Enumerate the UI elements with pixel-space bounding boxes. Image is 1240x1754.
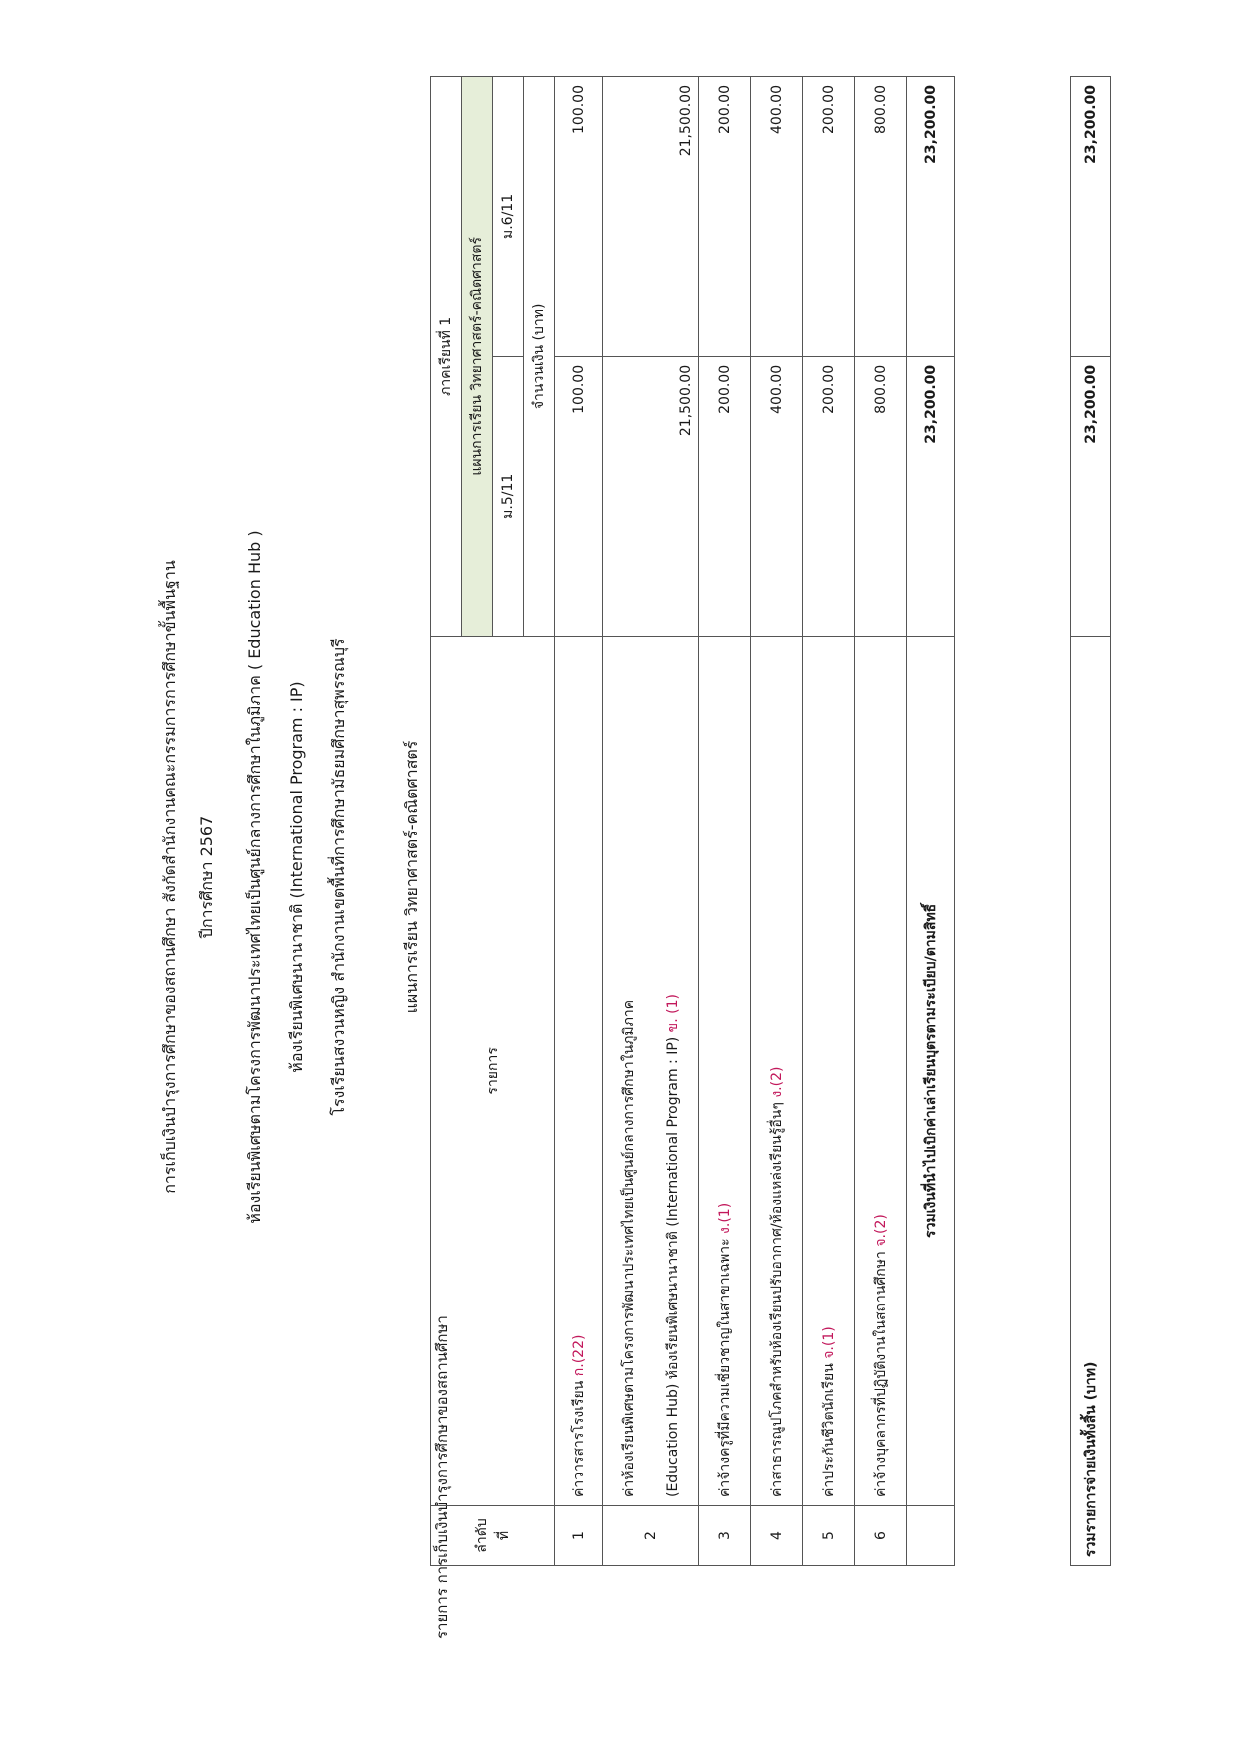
fee-table	[430, 76, 955, 1566]
grand-total-row	[1071, 77, 1111, 1566]
col-header-amount: จำนวนเงิน (บาท)	[524, 77, 555, 637]
row-no: 4	[751, 1506, 803, 1566]
doc-title-line-1: การเก็บเงินบำรุงการศึกษาของสถานศึกษา สังกัดสำนักงานคณะกรรมการการศึกษาขั้นพื้นฐาน	[160, 560, 179, 1194]
row-item: ค่าวารสารโรงเรียน ก.(22)	[555, 636, 603, 1505]
fee-code: จ.(1)	[820, 1326, 837, 1359]
program-line: ห้องเรียนพิเศษตามโครงการพัฒนาประเทศไทยเป็นศูนย์กลางการศึกษาในภูมิภาค ( Education Hub )	[245, 530, 264, 1224]
fee-code: ข. (1)	[664, 994, 681, 1033]
ip-program-line: ห้องเรียนพิเศษนานาชาติ (International Program : IP)	[287, 681, 306, 1073]
col-header-semester: ภาคเรียนที่ 1	[431, 77, 462, 637]
table-row	[555, 77, 603, 1566]
row-m6-amount: 21,500.00	[603, 77, 699, 357]
row-m5-amount: 200.00	[803, 356, 855, 636]
row-item: ค่าสาธารณูปโภคสำหรับห้องเรียนปรับอากาศ/ห้องแหล่งเรียนรู้อื่นๆ ง.(2)	[751, 636, 803, 1505]
row-m6-amount: 200.00	[803, 77, 855, 357]
row-m5-amount: 100.00	[555, 356, 603, 636]
row-m6-amount: 100.00	[555, 77, 603, 357]
row-m6-amount: 200.00	[699, 77, 751, 357]
col-header-item: รายการ	[431, 636, 555, 1505]
row-item: ค่าประกันชีวิตนักเรียน จ.(1)	[803, 636, 855, 1505]
subtotal-row	[907, 77, 955, 1566]
row-m5-amount: 21,500.00	[603, 356, 699, 636]
table-row	[751, 77, 803, 1566]
row-m5-amount: 200.00	[699, 356, 751, 636]
row-m5-amount: 800.00	[855, 356, 907, 636]
fee-code: จ.(2)	[872, 1214, 889, 1247]
table-row	[699, 77, 751, 1566]
fee-code: ง.(2)	[768, 1066, 785, 1098]
subtotal-m5: 23,200.00	[907, 356, 955, 636]
col-header-no: ลำดับที่	[431, 1506, 555, 1566]
grand-total-label: รวมรายการจ่ายเงินทั้งสิ้น (บาท)	[1071, 636, 1111, 1565]
study-plan-line: แผนการเรียน วิทยาศาสตร์-คณิตศาสตร์	[402, 740, 421, 1014]
school-line: โรงเรียนสงวนหญิง สำนักงานเขตพื้นที่การศึกษามัธยมศึกษาสุพรรณบุรี	[329, 638, 348, 1116]
subtotal-label: รวมเงินที่นำไปเบิกค่าเล่าเรียนบุตรตามระเบียบ/ตามสิทธิ์	[907, 636, 955, 1505]
grand-total-m6: 23,200.00	[1071, 77, 1111, 357]
row-item	[603, 636, 699, 1505]
table-row	[855, 77, 907, 1566]
row-item: ค่าจ้างครูที่มีความเชี่ยวชาญในสาขาเฉพาะ ง.(1)	[699, 636, 751, 1505]
row-no: 3	[699, 1506, 751, 1566]
row-item-line-1: ค่าห้องเรียนพิเศษตามโครงการพัฒนาประเทศไทยเป็นศูนย์กลางการศึกษาในภูมิภาค	[620, 999, 637, 1498]
fee-code: ง.(1)	[716, 1202, 733, 1234]
row-m5-amount: 400.00	[751, 356, 803, 636]
row-item-line-2: (Education Hub) ห้องเรียนพิเศษนานาชาติ (International Program : IP)	[664, 1036, 681, 1498]
academic-year: ปีการศึกษา 2567	[197, 815, 216, 939]
subtotal-m6: 23,200.00	[907, 77, 955, 357]
row-no: 2	[603, 1506, 699, 1566]
grand-total-table	[1070, 76, 1111, 1566]
col-header-m6: ม.6/11	[493, 77, 524, 357]
table-caption: รายการ การเก็บเงินบำรุงการศึกษาของสถานศึกษา	[433, 1315, 451, 1639]
table-row	[603, 77, 699, 1566]
col-header-m5: ม.5/11	[493, 356, 524, 636]
row-item: ค่าจ้างบุคลากรที่ปฏิบัติงานในสถานศึกษา จ.(2)	[855, 636, 907, 1505]
row-no: 1	[555, 1506, 603, 1566]
grand-total-m5: 23,200.00	[1071, 356, 1111, 636]
row-no: 6	[855, 1506, 907, 1566]
row-m6-amount: 800.00	[855, 77, 907, 357]
table-row	[803, 77, 855, 1566]
row-m6-amount: 400.00	[751, 77, 803, 357]
row-no: 5	[803, 1506, 855, 1566]
fee-code: ก.(22)	[570, 1334, 587, 1377]
col-header-plan: แผนการเรียน วิทยาศาสตร์-คณิตศาสตร์	[462, 77, 493, 637]
